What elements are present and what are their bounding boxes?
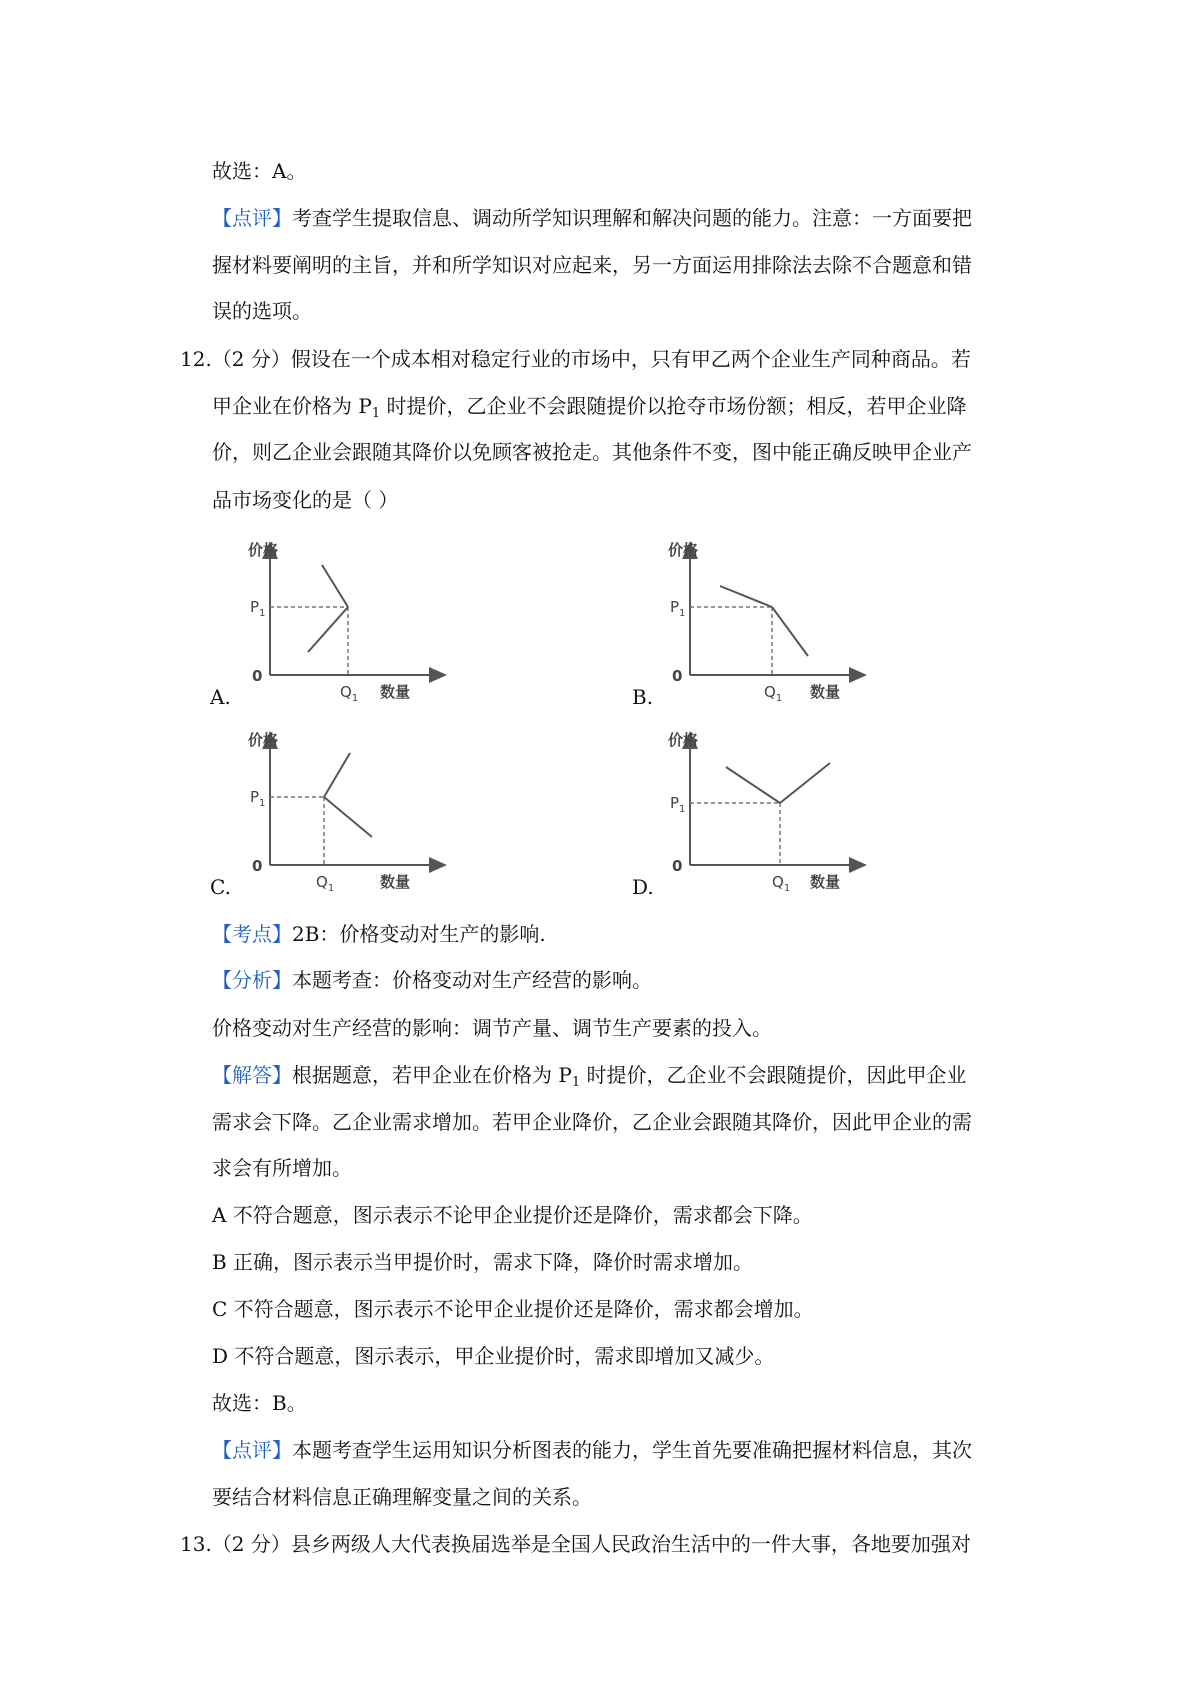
q1-label: $Q_1$ [316, 873, 335, 894]
dianping-tag: 【点评】 [212, 1438, 292, 1462]
option-b-letter: B. [632, 685, 654, 709]
p1-label: $P_1$ [670, 598, 686, 619]
curve-upper [322, 565, 348, 607]
prev-comment-line2: 握材料要阐明的主旨，并和所学知识对应起来，另一方面运用排除法去除不合题意和错 [212, 253, 972, 277]
q12-number: 12. [180, 347, 212, 371]
jieda-option-a: A 不符合题意，图示表示不论甲企业提价还是降价，需求都会下降。 [212, 1203, 813, 1227]
option-a-letter: A. [210, 685, 231, 709]
q13-number: 13. [180, 1532, 212, 1556]
curve-upper [720, 586, 772, 607]
x-axis-label: 数量 [810, 683, 841, 701]
option-c-graph [240, 725, 460, 899]
p1-label: $P_1$ [250, 788, 266, 809]
y-axis-label: 价格 [668, 731, 699, 749]
q12-line4: 品市场变化的是（ ） [212, 488, 399, 512]
jieda-line3: 求会有所增加。 [212, 1156, 352, 1180]
x-axis-label: 数量 [810, 873, 841, 891]
jieda-option-c: C 不符合题意，图示表示不论甲企业提价还是降价，需求都会增加。 [212, 1297, 814, 1321]
x-axis-label: 数量 [380, 873, 411, 891]
y-axis-label: 价格 [248, 731, 279, 749]
kaodian-line: 【考点】2B：价格变动对生产的影响. [212, 922, 546, 946]
fenxi-line1: 【分析】本题考查：价格变动对生产经营的影响。 [212, 968, 652, 992]
prev-comment-tag: 【点评】 [212, 206, 292, 230]
p1-label: $P_1$ [250, 598, 266, 619]
q1-label: $Q_1$ [772, 873, 791, 894]
origin-label: 0 [252, 667, 263, 685]
jieda-line2: 需求会下降。乙企业需求增加。若甲企业降价，乙企业会跟随其降价，因此甲企业的需 [212, 1110, 972, 1134]
q12-line1: 12.（2 分）假设在一个成本相对稳定行业的市场中，只有甲乙两个企业生产同种商品。若 [180, 347, 971, 371]
jieda-option-b: B 正确，图示表示当甲提价时，需求下降，降价时需求增加。 [212, 1250, 754, 1274]
curve-left [726, 767, 780, 803]
p1-label: $P_1$ [670, 794, 686, 815]
prev-comment-line3: 误的选项。 [212, 299, 312, 323]
prev-comment-line1: 【点评】考查学生提取信息、调动所学知识理解和解决问题的能力。注意：一方面要把 [212, 206, 972, 230]
y-axis-label: 价格 [668, 541, 699, 559]
jieda-answer: 故选：B。 [212, 1391, 307, 1415]
fenxi-line2: 价格变动对生产经营的影响：调节产量、调节生产要素的投入。 [212, 1016, 772, 1040]
option-d-letter: D. [632, 875, 654, 899]
fenxi-tag: 【分析】 [212, 968, 292, 992]
curve-right [780, 763, 830, 803]
jieda-line1: 【解答】根据题意，若甲企业在价格为 $P_1$ 时提价，乙企业不会跟随提价，因此甲企业 [212, 1063, 967, 1090]
dianping-line2: 要结合材料信息正确理解变量之间的关系。 [212, 1485, 592, 1509]
jieda-tag: 【解答】 [212, 1063, 292, 1087]
origin-label: 0 [672, 667, 683, 685]
option-a-graph [240, 535, 460, 709]
q1-label: $Q_1$ [764, 683, 783, 704]
x-axis-label: 数量 [380, 683, 411, 701]
kaodian-tag: 【考点】 [212, 922, 292, 946]
option-d-graph [660, 725, 880, 899]
q13-score: （2 分） [211, 1532, 291, 1556]
dianping-line1: 【点评】本题考查学生运用知识分析图表的能力，学生首先要准确把握材料信息，其次 [212, 1438, 972, 1462]
curve-upper [324, 753, 350, 797]
q1-label: $Q_1$ [340, 683, 359, 704]
q12-score: （2 分） [211, 347, 291, 371]
curve-lower [308, 607, 348, 652]
origin-label: 0 [252, 857, 263, 875]
q12-line3: 价，则乙企业会跟随其降价以免顾客被抢走。其他条件不变，图中能正确反映甲企业产 [212, 440, 972, 464]
curve-lower [772, 607, 808, 656]
jieda-option-d: D 不符合题意，图示表示，甲企业提价时，需求即增加又减少。 [212, 1344, 775, 1368]
curve-lower [324, 797, 372, 837]
y-axis-label: 价格 [248, 541, 279, 559]
prev-answer: 故选：A。 [212, 159, 307, 183]
q13-line1: 13.（2 分）县乡两级人大代表换届选举是全国人民政治生活中的一件大事，各地要加强对 [180, 1532, 971, 1556]
origin-label: 0 [672, 857, 683, 875]
option-b-graph [660, 535, 880, 709]
option-c-letter: C. [210, 875, 231, 899]
q12-line2: 甲企业在价格为 $P_1$ 时提价，乙企业不会跟随提价以抢夺市场份额；相反，若甲企业降 [212, 394, 967, 421]
